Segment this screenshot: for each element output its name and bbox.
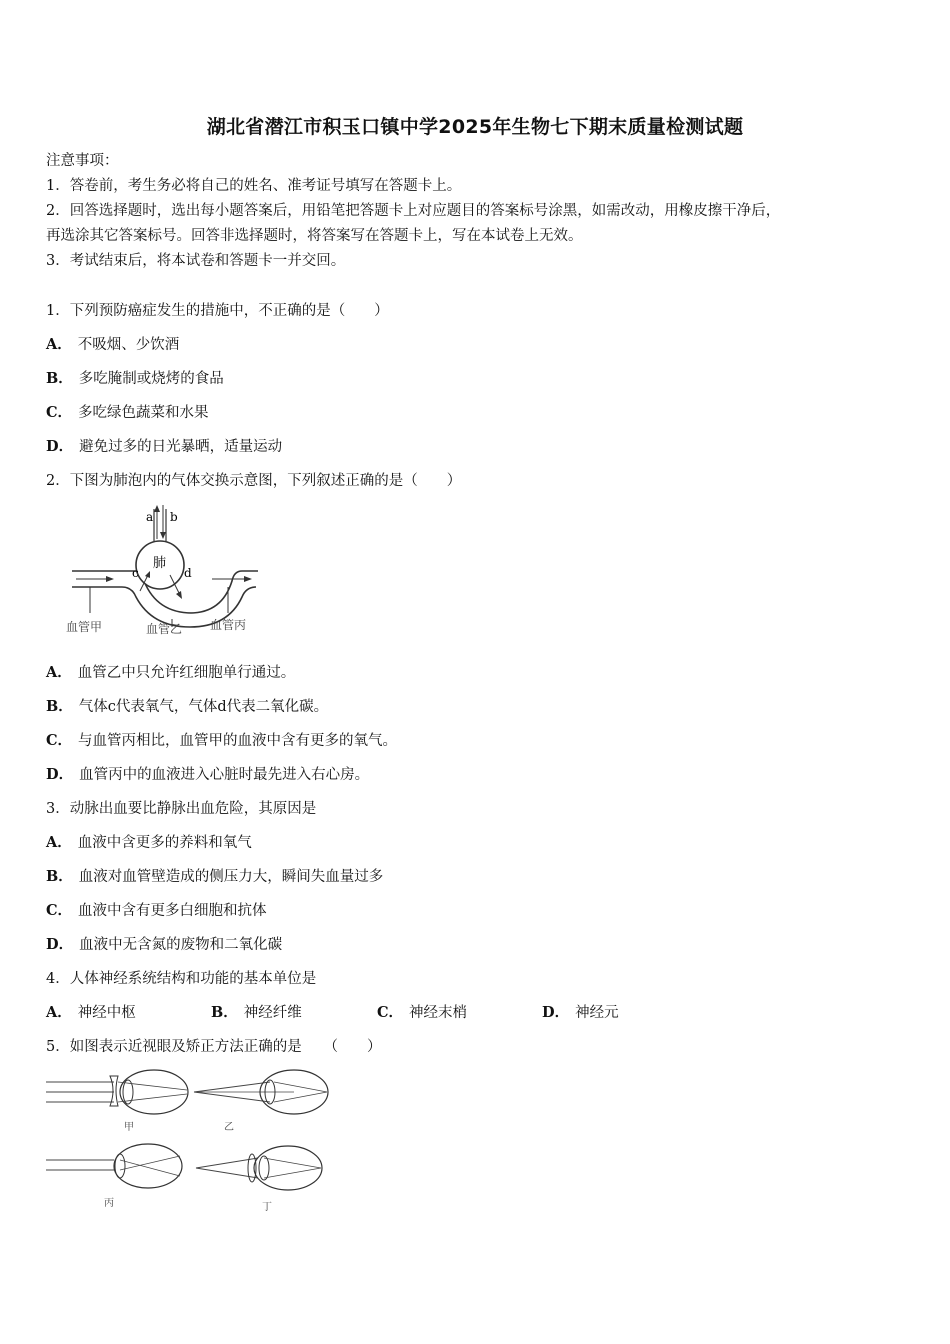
- option-row-4: [46, 1003, 746, 1023]
- option-label: C．: [377, 1004, 404, 1021]
- eye-diagram-jia: [46, 1070, 188, 1133]
- label-c: c: [132, 566, 139, 580]
- eye-lens-figure: [44, 1068, 334, 1218]
- option-label: C．: [46, 404, 73, 421]
- eye-diagram-yi: [194, 1070, 328, 1133]
- option-text: 血管丙中的血液进入心脏时最先进入右心房。: [79, 767, 370, 783]
- question-stem-5: 5．如图表示近视眼及矫正方法正确的是 （ ）: [46, 1039, 382, 1055]
- eye-diagram-bing: [46, 1144, 182, 1209]
- caption-vessel-bing: 血管丙: [210, 618, 247, 632]
- caption-vessel-yi: 血管乙: [146, 622, 183, 636]
- notice-item: 再选涂其它答案标号。回答非选择题时，将答案写在答题卡上，写在本试卷上无效。: [46, 228, 583, 244]
- caption-bing: 丙: [104, 1198, 114, 1209]
- option-text: 神经纤维: [243, 1005, 302, 1021]
- notice-item: 3．考试结束后，将本试卷和答题卡一并交回。: [46, 253, 346, 269]
- option-1a[interactable]: [46, 335, 179, 355]
- option-4b[interactable]: [211, 1003, 302, 1023]
- option-label: C．: [46, 732, 73, 749]
- option-label: A．: [46, 834, 72, 851]
- eye-diagram-ding: [196, 1146, 322, 1213]
- notice-item: 2．回答选择题时，选出每小题答案后，用铅笔把答题卡上对应题目的答案标号涂黑，如需改动，用橡皮擦干净后，: [46, 203, 781, 219]
- option-text: 血液中含更多的养料和氧气: [77, 835, 252, 851]
- option-2d[interactable]: [46, 765, 369, 785]
- question-stem-2: 2．下图为肺泡内的气体交换示意图，下列叙述正确的是（ ）: [46, 473, 462, 489]
- option-label: B．: [46, 868, 73, 885]
- option-3a[interactable]: [46, 833, 252, 853]
- label-lung: 肺: [153, 556, 167, 571]
- option-4a[interactable]: [46, 1003, 136, 1023]
- option-text: 与血管丙相比，血管甲的血液中含有更多的氧气。: [78, 733, 398, 749]
- option-2c[interactable]: [46, 731, 397, 751]
- notice-item: 1．答卷前，考生务必将自己的姓名、准考证号填写在答题卡上。: [46, 178, 462, 194]
- option-4c[interactable]: [377, 1003, 467, 1023]
- alveolus-gas-exchange-figure: [62, 503, 262, 641]
- caption-yi: 乙: [224, 1122, 234, 1133]
- option-label: D．: [46, 438, 74, 455]
- option-2b[interactable]: [46, 697, 328, 717]
- option-label: D．: [46, 766, 74, 783]
- question-stem-4: 4．人体神经系统结构和功能的基本单位是: [46, 971, 317, 987]
- caption-ding: 丁: [262, 1202, 272, 1213]
- option-label: D．: [542, 1004, 570, 1021]
- question-stem-3: 3．动脉出血要比静脉出血危险，其原因是: [46, 801, 317, 817]
- label-b: b: [170, 510, 178, 524]
- notice-heading: 注意事项：: [46, 153, 119, 169]
- option-1c[interactable]: [46, 403, 209, 423]
- option-text: 神经元: [575, 1005, 619, 1021]
- option-3b[interactable]: [46, 867, 383, 887]
- option-4d[interactable]: [542, 1003, 619, 1023]
- page-title: 湖北省潜江市积玉口镇中学2025年生物七下期末质量检测试题: [206, 116, 744, 138]
- option-label: A．: [46, 336, 72, 353]
- option-text: 神经中枢: [77, 1005, 136, 1021]
- question-stem-1: 1．下列预防癌症发生的措施中，不正确的是（ ）: [46, 303, 389, 319]
- label-a: a: [146, 510, 154, 524]
- caption-jia: 甲: [124, 1122, 134, 1133]
- option-3d[interactable]: [46, 935, 282, 955]
- option-1d[interactable]: [46, 437, 282, 457]
- option-text: 多吃腌制或烧烤的食品: [78, 371, 224, 387]
- option-text: 血液中含有更多白细胞和抗体: [78, 903, 267, 919]
- option-3c[interactable]: [46, 901, 267, 921]
- option-label: A．: [46, 1004, 72, 1021]
- option-text: 不吸烟、少饮酒: [77, 337, 180, 353]
- option-text: 气体c代表氧气，气体d代表二氧化碳。: [78, 699, 329, 715]
- option-1b[interactable]: [46, 369, 224, 389]
- option-text: 避免过多的日光暴晒，适量运动: [79, 439, 283, 455]
- option-label: B．: [46, 698, 73, 715]
- label-d: d: [184, 566, 192, 580]
- caption-vessel-jia: 血管甲: [66, 620, 103, 634]
- option-label: D．: [46, 936, 74, 953]
- option-label: A．: [46, 664, 72, 681]
- option-label: C．: [46, 902, 73, 919]
- option-text: 血液中无含氮的废物和二氧化碳: [79, 937, 283, 953]
- option-text: 血管乙中只允许红细胞单行通过。: [77, 665, 296, 681]
- option-text: 多吃绿色蔬菜和水果: [78, 405, 209, 421]
- option-text: 血液对血管壁造成的侧压力大，瞬间失血量过多: [78, 869, 384, 885]
- option-text: 神经末梢: [409, 1005, 468, 1021]
- option-label: B．: [46, 370, 73, 387]
- option-label: B．: [211, 1004, 238, 1021]
- option-2a[interactable]: [46, 663, 295, 683]
